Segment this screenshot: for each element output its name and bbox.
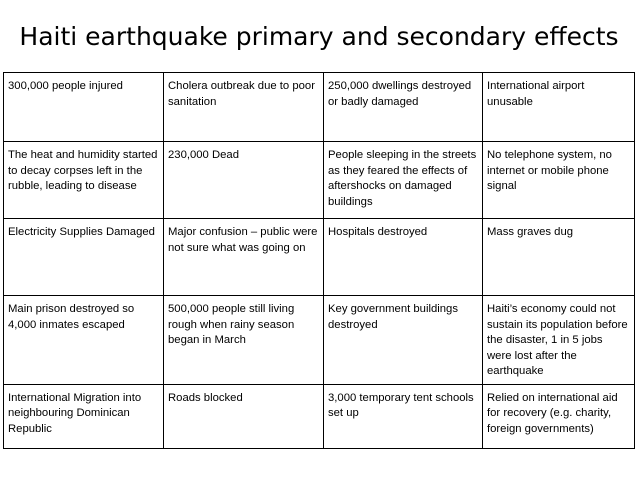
table-row xyxy=(4,384,635,448)
table-cell: Relied on international aid for recovery (e.g. charity, foreign governments) xyxy=(483,384,635,448)
table-row xyxy=(4,296,635,385)
table-row xyxy=(4,73,635,142)
table-cell: Key government buildings destroyed xyxy=(324,296,483,385)
page-title: Haiti earthquake primary and secondary effects xyxy=(19,22,619,51)
table-cell: Haiti’s economy could not sustain its population before the disaster, 1 in 5 jobs were lost after the earthquake xyxy=(483,296,635,385)
table-cell: 300,000 people injured xyxy=(4,73,164,142)
table-row xyxy=(4,142,635,219)
table-cell: 3,000 temporary tent schools set up xyxy=(324,384,483,448)
table-cell: 500,000 people still living rough when rainy season began in March xyxy=(164,296,324,385)
table-cell: Cholera outbreak due to poor sanitation xyxy=(164,73,324,142)
table-cell: Main prison destroyed so 4,000 inmates escaped xyxy=(4,296,164,385)
table-cell: International airport unusable xyxy=(483,73,635,142)
table-cell: People sleeping in the streets as they feared the effects of aftershocks on damaged buildings xyxy=(324,142,483,219)
effects-table xyxy=(3,72,635,449)
table-cell: No telephone system, no internet or mobile phone signal xyxy=(483,142,635,219)
table-cell: International Migration into neighbouring Dominican Republic xyxy=(4,384,164,448)
table-cell: Roads blocked xyxy=(164,384,324,448)
table-cell: Major confusion – public were not sure what was going on xyxy=(164,219,324,296)
table-cell: Hospitals destroyed xyxy=(324,219,483,296)
table-cell: Mass graves dug xyxy=(483,219,635,296)
table-row xyxy=(4,219,635,296)
table-cell: 250,000 dwellings destroyed or badly damaged xyxy=(324,73,483,142)
table-cell: 230,000 Dead xyxy=(164,142,324,219)
table-cell: The heat and humidity started to decay corpses left in the rubble, leading to disease xyxy=(4,142,164,219)
table-cell: Electricity Supplies Damaged xyxy=(4,219,164,296)
